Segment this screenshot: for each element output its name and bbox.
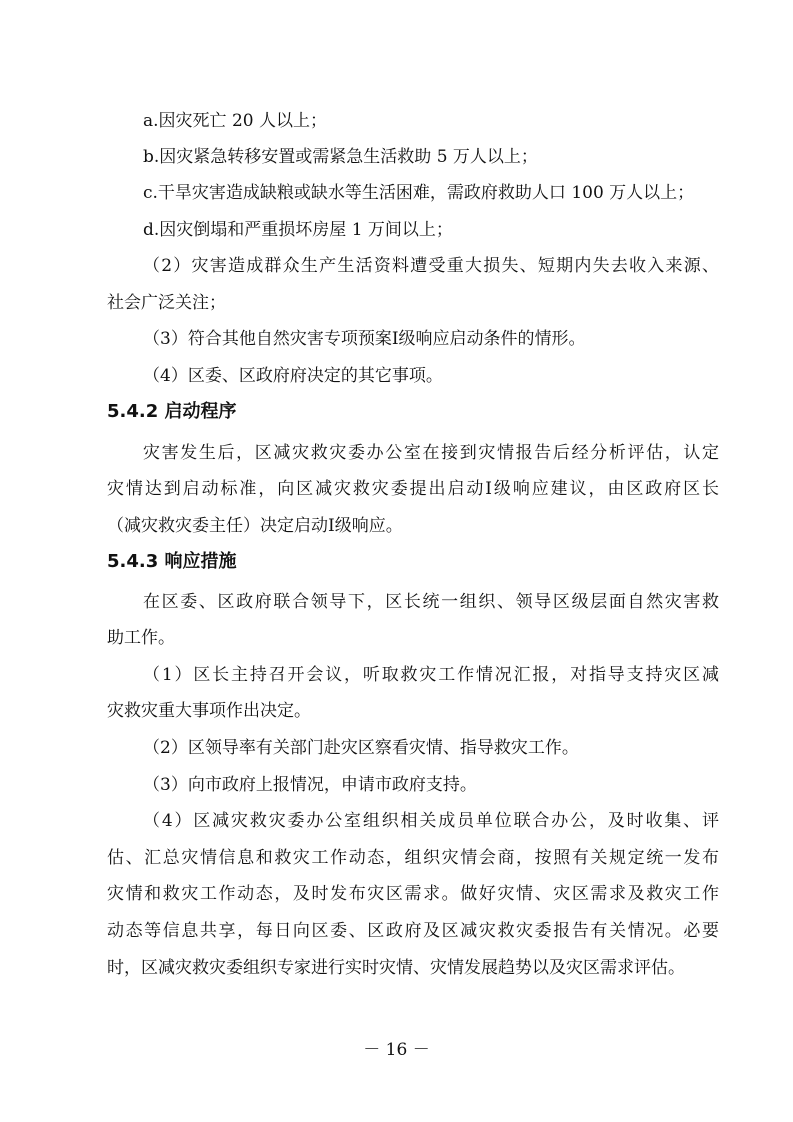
measure-2: （2）区领导率有关部门赴灾区察看灾情、指导救灾工作。	[143, 738, 579, 758]
measure-1-line-1: （1）区长主持召开会议，听取救灾工作情况汇报，对指导支持灾区减	[143, 665, 719, 685]
measure-4-line-3: 灾情和救灾工作动态，及时发布灾区需求。做好灾情、灾区需求及救灾工作	[107, 884, 719, 904]
section-heading-542: 5.4.2 启动程序	[107, 401, 237, 422]
condition-2-line-1: （2）灾害造成群众生产生活资料遭受重大损失、短期内失去收入来源、	[143, 256, 719, 276]
procedure-line-1: 灾害发生后，区减灾救灾委办公室在接到灾情报告后经分析评估，认定	[143, 443, 719, 463]
measure-4-line-5: 时，区减灾救灾委组织专家进行实时灾情、灾情发展趋势以及灾区需求评估。	[107, 958, 685, 978]
measure-1-line-2: 灾救灾重大事项作出决定。	[107, 701, 311, 721]
measure-3: （3）向市政府上报情况，申请市政府支持。	[143, 775, 477, 795]
procedure-line-2: 灾情达到启动标准，向区减灾救灾委提出启动Ⅰ级响应建议，由区政府区长	[107, 479, 719, 499]
measure-4-line-1: （4）区减灾救灾委办公室组织相关成员单位联合办公，及时收集、评	[143, 811, 719, 831]
measure-4-line-2: 估、汇总灾情信息和救灾工作动态，组织灾情会商，按照有关规定统一发布	[107, 848, 719, 868]
procedure-line-3: （减灾救灾委主任）决定启动Ⅰ级响应。	[107, 516, 403, 536]
condition-3: （3）符合其他自然灾害专项预案Ⅰ级响应启动条件的情形。	[143, 329, 586, 349]
criterion-a: a.因灾死亡 20 人以上；	[143, 111, 327, 131]
condition-2-line-2: 社会广泛关注；	[107, 293, 226, 313]
measures-intro-line-1: 在区委、区政府联合领导下，区长统一组织、领导区级层面自然灾害救	[143, 592, 719, 612]
page-number: － 16 －	[363, 1040, 430, 1060]
criterion-d: d.因灾倒塌和严重损坏房屋 1 万间以上；	[143, 220, 453, 240]
condition-4: （4）区委、区政府府决定的其它事项。	[143, 366, 443, 386]
measure-4-line-4: 动态等信息共享，每日向区委、区政府及区减灾救灾委报告有关情况。必要	[107, 921, 719, 941]
criterion-b: b.因灾紧急转移安置或需紧急生活救助 5 万人以上；	[143, 147, 538, 167]
section-heading-543: 5.4.3 响应措施	[107, 551, 237, 572]
criterion-c: c.干旱灾害造成缺粮或缺水等生活困难，需政府救助人口 100 万人以上；	[143, 183, 695, 203]
measures-intro-line-2: 助工作。	[107, 628, 175, 648]
